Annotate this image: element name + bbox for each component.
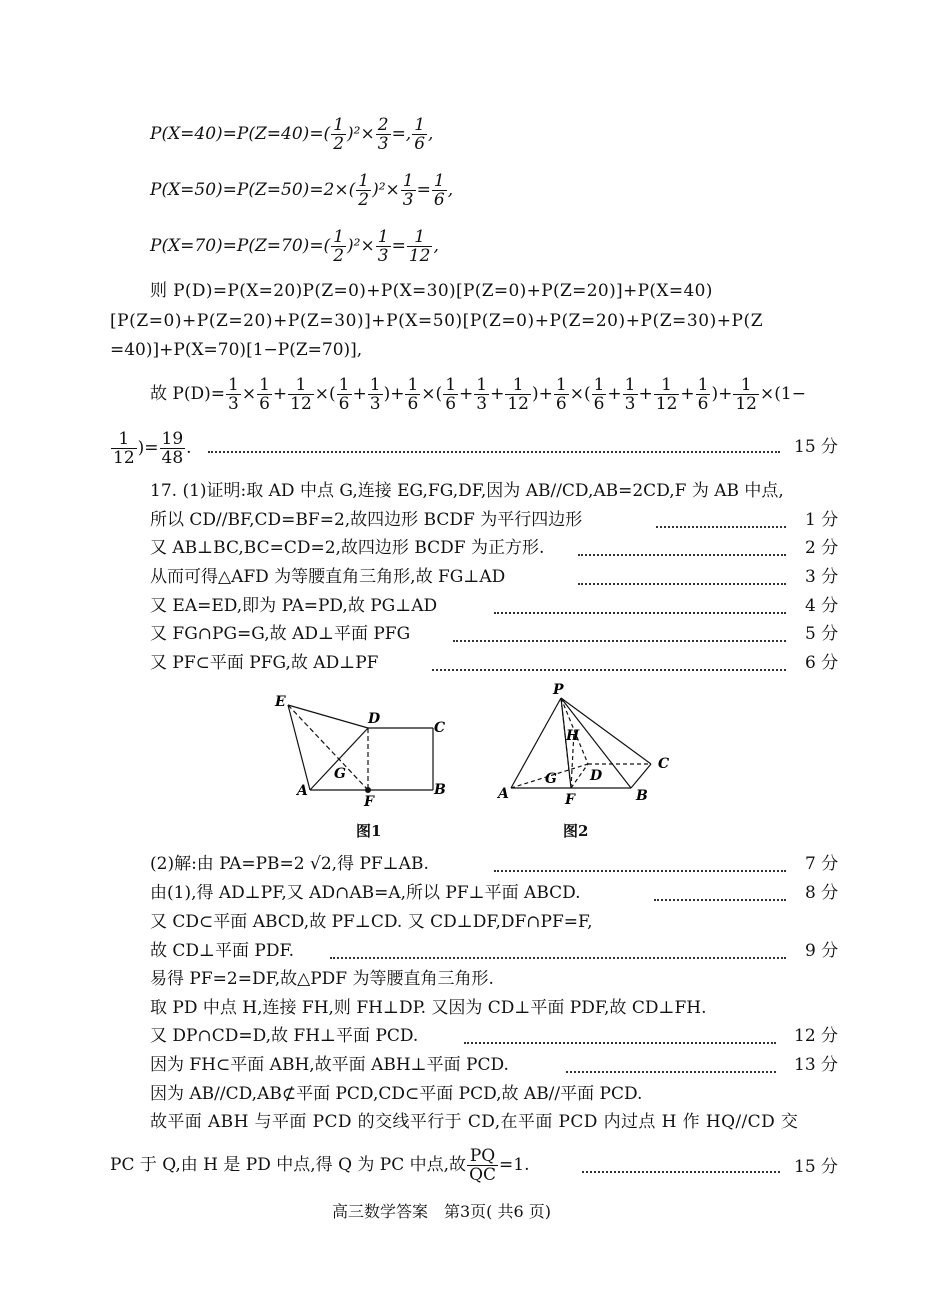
label-d: D	[368, 711, 381, 727]
fraction: $\frac{PQ}{QC}$	[469, 1146, 497, 1185]
q17-p2-line-0: (2)解:由 PA=PB=2 √2,得 PF⊥AB.	[150, 854, 429, 874]
pd-result-line: $\frac{1}{12}$ )= $\frac{19}{48}$ .	[113, 429, 192, 468]
pd-line-2: [P(Z=0)+P(Z=20)+P(Z=30)]+P(X=50)[P(Z=0)+P(Z=20)+P(Z=30)+P(Z	[110, 311, 764, 331]
q17-p1-line-2: 又 AB⊥BC,BC=CD=2,故四边形 BCDF 为正方形.	[150, 538, 545, 558]
leader-dots	[578, 554, 786, 556]
fraction: $\frac{1}{12}$	[408, 227, 431, 266]
label-c: C	[434, 720, 446, 736]
score-15b: 15 分	[794, 1157, 839, 1177]
label-b: B	[636, 788, 648, 804]
score-7: 7 分	[805, 854, 839, 874]
fraction: $\frac{1}{6}$	[433, 171, 445, 210]
figure-1-caption: 图1	[356, 822, 382, 840]
leader-dots	[578, 583, 786, 585]
q17-p2-line-5: 取 PD 中点 H,连接 FH,则 FH⊥DP. 又因为 CD⊥平面 PDF,故 CD⊥FH.	[150, 998, 707, 1018]
prob-line-70: P(X=70)=P(Z=70)=( $\frac{1}{2}$ )²× $\frac{1}{3}$ = $\frac{1}{12}$ ,	[150, 227, 439, 266]
score-5: 5 分	[805, 624, 839, 644]
q17-p1-line-5: 又 FG∩PG=G,故 AD⊥平面 PFG	[150, 624, 411, 644]
score-12: 12 分	[794, 1026, 839, 1046]
fraction: $\frac{1}{6}$	[414, 115, 426, 154]
label-c: C	[658, 756, 670, 772]
q17-p1-line-6: 又 PF⊂平面 PFG,故 AD⊥PF	[150, 653, 379, 673]
score-15a: 15 分	[794, 437, 839, 457]
page-footer: 高三数学答案 第3页( 共6 页)	[332, 1202, 552, 1221]
figure-2-caption: 图2	[563, 822, 589, 840]
leader-dots	[330, 957, 786, 959]
pd-sum-line: 故 P(D)= $\frac{1}{3}$ × $\frac{1}{6}$ + $\frac{1}{12}$ ×( $\frac{1}{6}$ + $\frac{1}{3}$ )+ $\frac{1}{6}$ ×( $\frac{1}{6}$ + $\frac{1}{3}$ + $\frac{1}{12}$ )+ $\frac{1}{6}$ ×( $\frac{1}{6}$ + $\frac{1}{3}$ + $\frac{1}{12}$ + $\frac{1}{6}$ )+ $\frac{1}{12}$ ×(1−	[150, 375, 806, 414]
q17-p2-line-8: 因为 AB//CD,AB⊄平面 PCD,CD⊂平面 PCD,故 AB//平面 PCD.	[150, 1084, 643, 1104]
q17-p2-line-7: 因为 FH⊂平面 ABH,故平面 ABH⊥平面 PCD.	[150, 1055, 509, 1075]
label-h: H	[566, 728, 580, 744]
leader-dots	[494, 870, 786, 872]
q17-p1-line-0: 17. (1)证明:取 AD 中点 G,连接 EG,FG,DF,因为 AB//CD,AB=2CD,F 为 AB 中点,	[150, 481, 784, 501]
prob-line-40: P(X=40)=P(Z=40)=( $\frac{1}{2}$ )²× $\frac{2}{3}$ =, $\frac{1}{6}$ ,	[150, 115, 434, 154]
leader-dots	[494, 612, 786, 614]
leader-dots	[654, 899, 786, 901]
label-b: B	[434, 782, 446, 798]
figure-1	[270, 688, 470, 818]
leader-dots	[582, 1171, 780, 1173]
label-p: P	[553, 682, 564, 698]
score-4: 4 分	[805, 596, 839, 616]
label-g: G	[334, 766, 346, 782]
fraction: $\frac{2}{3}$	[377, 115, 389, 154]
q17-p1-line-1: 所以 CD//BF,CD=BF=2,故四边形 BCDF 为平行四边形	[150, 510, 583, 530]
q17-p2-line-6: 又 DP∩CD=D,故 FH⊥平面 PCD.	[150, 1026, 419, 1046]
fraction: $\frac{1}{3}$	[402, 171, 414, 210]
leader-dots	[432, 669, 786, 671]
q17-p2-line-3: 故 CD⊥平面 PDF.	[150, 941, 295, 961]
fraction: $\frac{1}{2}$	[333, 115, 345, 154]
q17-p1-line-3: 从而可得△AFD 为等腰直角三角形,故 FG⊥AD	[150, 567, 506, 587]
score-9: 9 分	[805, 941, 839, 961]
q17-p2-line-9: 故平面 ABH 与平面 PCD 的交线平行于 CD,在平面 PCD 内过点 H 作 HQ//CD 交	[150, 1112, 799, 1132]
label-f: F	[565, 792, 575, 808]
label-g: G	[545, 771, 557, 787]
label-a: A	[498, 786, 509, 802]
fraction: $\frac{1}{2}$	[333, 227, 345, 266]
leader-dots	[453, 640, 786, 642]
score-8: 8 分	[805, 883, 839, 903]
q17-p1-line-4: 又 EA=ED,即为 PA=PD,故 PG⊥AD	[150, 596, 438, 616]
score-1: 1 分	[805, 510, 839, 530]
label-d: D	[590, 768, 603, 784]
leader-dots	[566, 1071, 776, 1073]
fraction: $\frac{1}{2}$	[358, 171, 370, 210]
score-3: 3 分	[805, 567, 839, 587]
pd-line-3: =40)]+P(X=70)[1−P(Z=70)],	[110, 340, 363, 360]
leader-dots	[464, 1042, 776, 1044]
q17-p2-line-1: 由(1),得 AD⊥PF,又 AD∩AB=A,所以 PF⊥平面 ABCD.	[150, 883, 581, 903]
leader-dots	[656, 526, 786, 528]
q17-p2-line-4: 易得 PF=2=DF,故△PDF 为等腰直角三角形.	[150, 969, 494, 989]
label-f: F	[364, 794, 374, 810]
label-a: A	[297, 783, 308, 799]
q17-final-line: PC 于 Q,由 H 是 PD 中点,得 Q 为 PC 中点,故 $\frac{PQ}{QC}$ =1.	[110, 1146, 530, 1185]
label-e: E	[275, 694, 286, 710]
figure-2	[496, 680, 686, 810]
point-f	[365, 787, 371, 793]
score-2: 2 分	[805, 538, 839, 558]
q17-p2-line-2: 又 CD⊂平面 ABCD,故 PF⊥CD. 又 CD⊥DF,DF∩PF=F,	[150, 912, 593, 932]
pd-line-1: 则 P(D)=P(X=20)P(Z=0)+P(X=30)[P(Z=0)+P(Z=20)]+P(X=40)	[150, 281, 713, 301]
fraction: $\frac{1}{3}$	[377, 227, 389, 266]
score-6: 6 分	[805, 653, 839, 673]
leader-dots	[208, 451, 780, 453]
score-13: 13 分	[794, 1055, 839, 1075]
prob-line-50: P(X=50)=P(Z=50)=2×( $\frac{1}{2}$ )²× $\frac{1}{3}$ = $\frac{1}{6}$ ,	[150, 171, 454, 210]
text: P(X=40)=P(Z=40)=(	[150, 124, 331, 144]
